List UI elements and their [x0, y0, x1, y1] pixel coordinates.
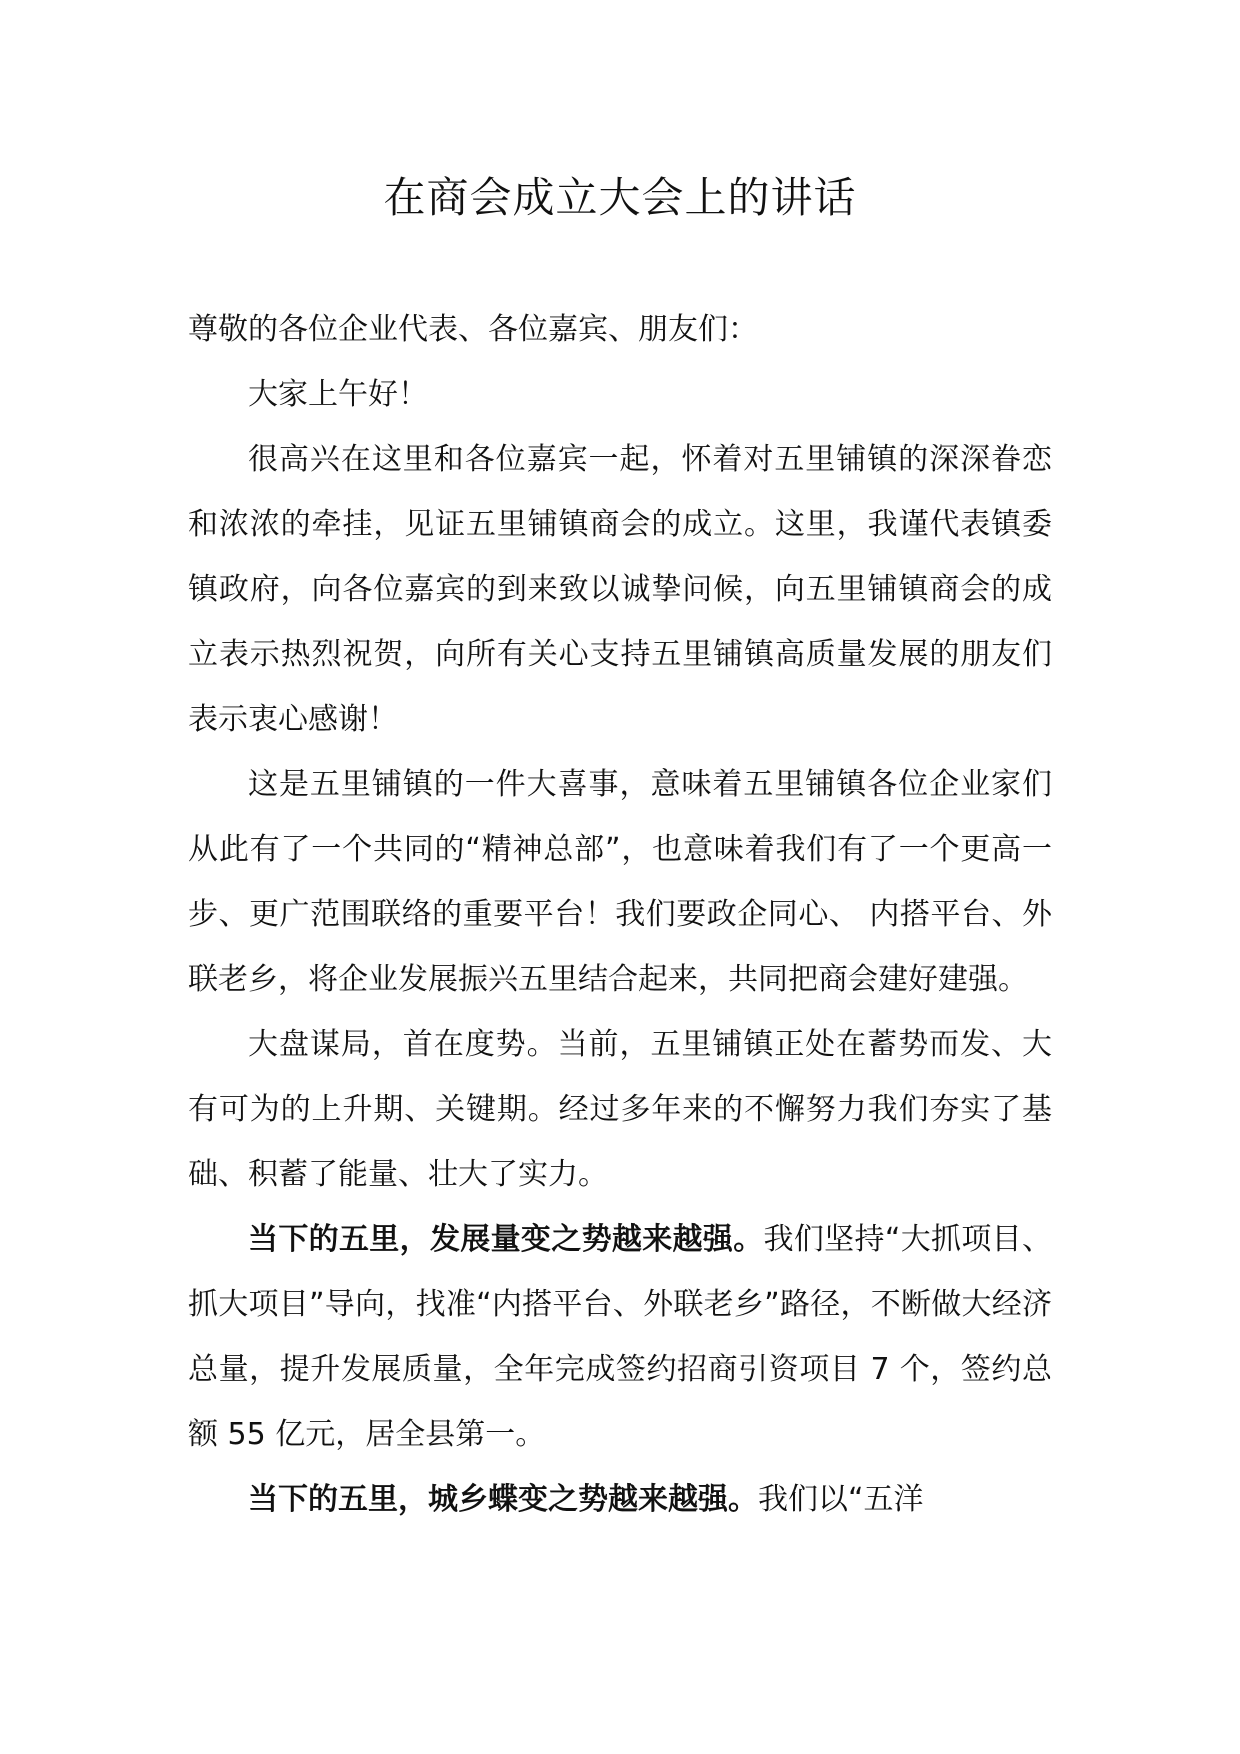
- significance-paragraph: 这是五里铺镇的一件大喜事，意味着五里铺镇各位企业家们从此有了一个共同的“精神总部”，也意味着我们有了一个更高一步、更广范围联络的重要平台！我们要政企同心、 内搭平台、外联老乡，将企业发展振兴五里结合起来，共同把商会建好建强。: [188, 767, 1052, 997]
- development-heading: 当下的五里，发展量变之势越来越强。: [248, 1222, 764, 1257]
- opening-paragraph: 很高兴在这里和各位嘉宾一起，怀着对五里铺镇的深深眷恋和浓浓的牵挂，见证五里铺镇商会的成立。这里，我谨代表镇委镇政府，向各位嘉宾的到来致以诚挚问候，向五里铺镇商会的成立表示热烈祝贺，向所有关心支持五里铺镇高质量发展的朋友们表示衷心感谢！: [188, 442, 1052, 737]
- salutation-line: 尊敬的各位企业代表、各位嘉宾、朋友们：: [188, 312, 758, 347]
- document-title: 在商会成立大会上的讲话: [383, 173, 857, 222]
- document-body: [188, 297, 1052, 1532]
- development-text: 我们坚持“大抓项目、抓大项目”导向，找准“内搭平台、外联老乡”路径，不断做大经济总量，提升发展质量，全年完成签约招商引资项目 7 个，签约总额 55 亿元，居全县第一。: [188, 1222, 1052, 1452]
- urban-rural-heading: 当下的五里，城乡蝶变之势越来越强。: [248, 1482, 758, 1517]
- urban-rural-paragraph: [188, 1467, 1052, 1532]
- urban-rural-text: 我们以“五洋: [758, 1482, 924, 1517]
- development-paragraph: [188, 1207, 1052, 1467]
- situation-paragraph: 大盘谋局，首在度势。当前，五里铺镇正处在蓄势而发、大有可为的上升期、关键期。经过多年来的不懈努力我们夯实了基础、积蓄了能量、壮大了实力。: [188, 1027, 1052, 1192]
- greeting-paragraph: 大家上午好！: [248, 377, 428, 412]
